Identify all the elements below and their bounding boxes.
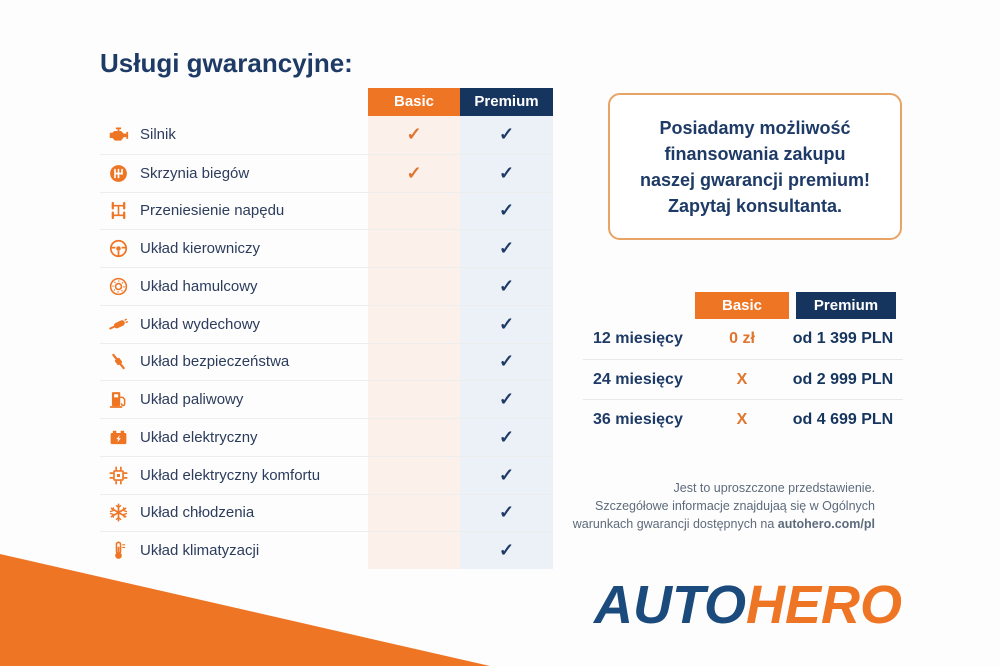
warranty-row bbox=[100, 229, 553, 267]
basic-check: ✓ bbox=[406, 162, 422, 183]
autohero-logo bbox=[594, 574, 902, 636]
premium-check: ✓ bbox=[498, 238, 515, 259]
financing-note-line: Posiadamy możliwość bbox=[659, 117, 851, 138]
warranty-row-label: Układ wydechowy bbox=[140, 315, 261, 333]
brake-disc-icon bbox=[105, 276, 131, 297]
exhaust-icon bbox=[105, 314, 131, 335]
pricing-basic-value: X bbox=[736, 370, 748, 388]
drivetrain-icon bbox=[105, 200, 131, 221]
warranty-row-label: Układ elektryczny komfortu bbox=[140, 466, 321, 484]
thermometer-icon bbox=[105, 540, 131, 561]
warranty-row-label: Skrzynia biegów bbox=[140, 164, 250, 182]
warranty-row-label: Przeniesienie napędu bbox=[140, 202, 285, 220]
logo-hero-text: HERO bbox=[746, 575, 903, 635]
bottom-orange-wedge bbox=[0, 554, 490, 666]
pricing-period: 36 miesięcy bbox=[593, 410, 683, 428]
disclaimer-line-1: Jest to uproszczone przedstawienie. bbox=[673, 481, 875, 495]
pricing-basic-header: Basic bbox=[695, 292, 789, 319]
warranty-row bbox=[100, 305, 553, 343]
gearbox-icon bbox=[105, 163, 131, 184]
premium-check: ✓ bbox=[498, 313, 515, 334]
premium-check: ✓ bbox=[498, 124, 515, 145]
premium-check: ✓ bbox=[498, 389, 515, 410]
logo-auto-text: AUTO bbox=[594, 575, 747, 635]
disclaimer-line-3-prefix: warunkach gwarancji dostępnych na bbox=[572, 517, 778, 531]
warranty-rows bbox=[100, 116, 553, 569]
premium-check: ✓ bbox=[498, 464, 515, 485]
chip-icon bbox=[105, 465, 131, 486]
pricing-rows bbox=[583, 319, 903, 439]
page-title: Usługi gwarancyjne: bbox=[100, 48, 353, 78]
snowflake-icon bbox=[105, 502, 131, 523]
financing-note-box bbox=[608, 93, 902, 240]
premium-check: ✓ bbox=[498, 351, 515, 372]
warranty-row bbox=[100, 494, 553, 532]
pricing-premium-value: od 2 999 PLN bbox=[792, 370, 894, 388]
warranty-row bbox=[100, 192, 553, 230]
premium-check: ✓ bbox=[498, 200, 515, 221]
premium-check: ✓ bbox=[498, 162, 515, 183]
pricing-basic-value: X bbox=[736, 410, 748, 428]
autohero-url: autohero.com/pl bbox=[777, 517, 875, 531]
financing-note-line: naszej gwarancji premium! bbox=[639, 169, 871, 190]
pricing-premium-header: Premium bbox=[796, 292, 896, 319]
seatbelt-icon bbox=[105, 351, 131, 372]
warranty-row bbox=[100, 531, 553, 569]
warranty-row-label: Układ elektryczny bbox=[140, 428, 258, 446]
pricing-row bbox=[583, 319, 903, 359]
warranty-row bbox=[100, 380, 553, 418]
pricing-row bbox=[583, 359, 903, 399]
disclaimer-line-2: Szczegółowe informacje znajdujaą się w Ogólnych bbox=[594, 499, 875, 513]
warranty-row bbox=[100, 418, 553, 456]
pricing-premium-value: od 1 399 PLN bbox=[792, 330, 894, 347]
warranty-row bbox=[100, 267, 553, 305]
premium-check: ✓ bbox=[498, 540, 515, 561]
pricing-row bbox=[583, 399, 903, 439]
warranty-row-label: Układ paliwowy bbox=[140, 391, 244, 409]
warranty-row-label: Układ klimatyzacji bbox=[140, 542, 260, 560]
warranty-row-label: Układ hamulcowy bbox=[140, 277, 258, 295]
warranty-row bbox=[100, 456, 553, 494]
pricing-period: 24 miesięcy bbox=[593, 370, 683, 388]
warranty-row bbox=[100, 343, 553, 381]
warranty-row bbox=[100, 154, 553, 192]
warranty-row bbox=[100, 116, 553, 154]
premium-check: ✓ bbox=[498, 426, 515, 447]
basic-check: ✓ bbox=[406, 124, 422, 145]
warranty-comparison-table bbox=[100, 88, 553, 569]
steering-wheel-icon bbox=[105, 238, 131, 259]
premium-check: ✓ bbox=[498, 502, 515, 523]
engine-icon bbox=[105, 124, 131, 145]
premium-check: ✓ bbox=[498, 275, 515, 296]
pricing-premium-value: od 4 699 PLN bbox=[792, 410, 894, 428]
premium-column-header: Premium bbox=[460, 88, 553, 116]
warranty-row-label: Układ chłodzenia bbox=[140, 504, 255, 522]
pricing-period: 12 miesięcy bbox=[593, 330, 683, 347]
financing-note-line: finansowania zakupu bbox=[664, 143, 846, 164]
pricing-basic-value: 0 zł bbox=[729, 330, 755, 347]
fuel-pump-icon bbox=[105, 389, 131, 410]
basic-column-header: Basic bbox=[368, 88, 460, 116]
disclaimer-line-3 bbox=[555, 515, 875, 533]
warranty-row-label: Układ bezpieczeństwa bbox=[140, 353, 290, 371]
financing-note-line: Zapytaj konsultanta. bbox=[667, 195, 843, 216]
disclaimer bbox=[555, 479, 875, 533]
warranty-row-label: Silnik bbox=[140, 126, 176, 144]
battery-icon bbox=[105, 427, 131, 448]
warranty-row-label: Układ kierowniczy bbox=[140, 240, 261, 258]
